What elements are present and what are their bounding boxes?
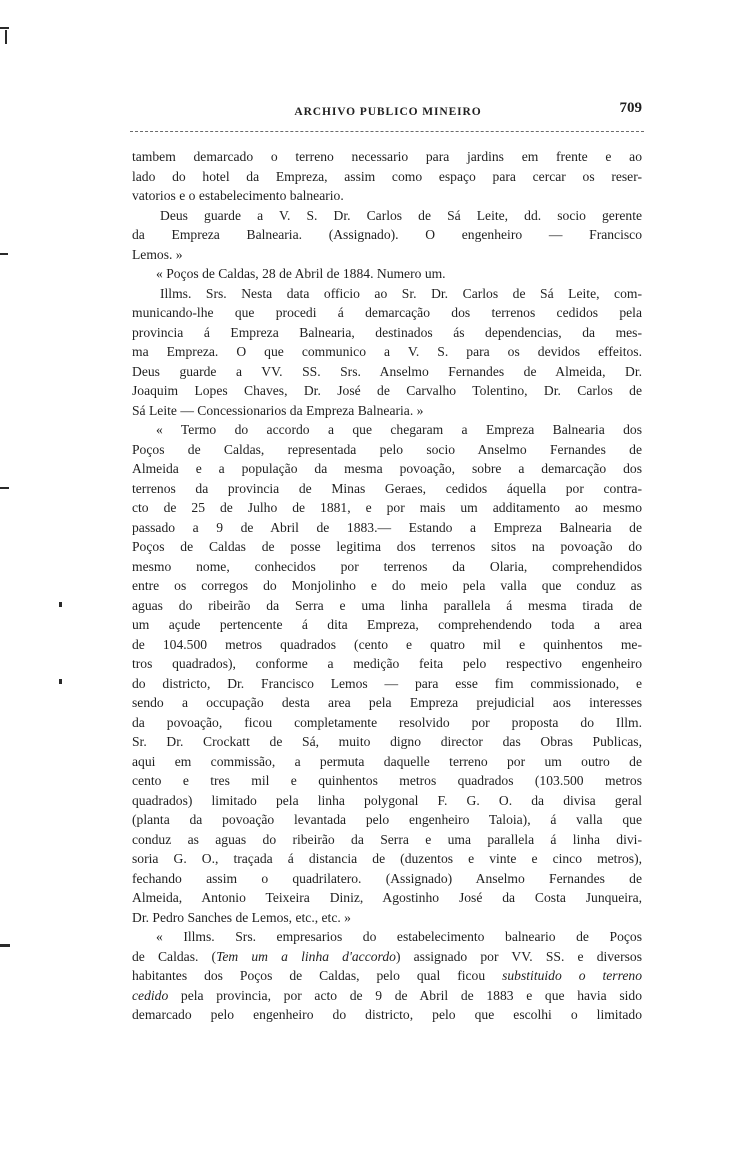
text-line: cto de 25 de Julho de 1881, e por mais um additamento ao mesmo [132,500,642,515]
text-line: Dr. Pedro Sanches de Lemos, etc., etc. » [132,909,351,925]
page-body [132,147,642,1025]
text-line: provincia á Empreza Balnearia, destinados ás dependencias, da mes- [132,324,642,340]
text-line: municando-lhe que procedi á demarcação dos terrenos cedidos pela [132,305,642,320]
text-line: entre os corregos do Monjolinho e do meio pela valla que conduz as [132,578,642,593]
text-line: sendo a occupação desta area pela Empreza prejudicial aos interesses [132,695,642,710]
text-line: « Illms. Srs. empresarios do estabelecimento balneario de Poços [156,929,642,944]
page-number: 709 [619,100,642,116]
text-line: Lemos. » [132,246,183,262]
text-line: Poços de Caldas de posse legitima dos terrenos sitos na povoação do [132,539,642,554]
scan-edge-mark [0,27,9,29]
running-title: ARCHIVO PUBLICO MINEIRO [294,106,482,118]
text-line: lado do hotel da Empreza, assim como espaço para cercar os reser- [132,168,642,184]
text-line: « Termo do accordo a que chegaram a Empreza Balnearia dos [156,422,642,437]
text-line: conduz as aguas do ribeirão da Serra e uma parallela á linha divi- [132,831,642,847]
text-line: de 104.500 metros quadrados (cento e quatro mil e quinhentos me- [132,636,642,652]
scan-margin-dot [59,679,62,684]
text-line: (planta da povoação levantada pelo engenheiro Taloia), á valla que [132,812,642,827]
scan-edge-mark [0,944,10,947]
text-line: soria G. O., traçada á distancia de (duzentos e vinte e cinco metros), [132,851,642,866]
text-line: Sá Leite — Concessionarios da Empreza Balnearia. » [132,402,424,418]
header-rule [130,131,644,132]
text-line: tros quadrados), conforme a medição feita pelo respectivo engenheiro [132,656,642,671]
text-line: um açude pertencente á dita Empreza, comprehendendo toda a area [132,617,642,632]
text-line: Illms. Srs. Nesta data officio ao Sr. Dr. Carlos de Sá Leite, com- [160,285,642,301]
text-line: Almeida, Antonio Teixeira Diniz, Agostinho José da Costa Junqueira, [132,890,642,905]
text-line: cento e tres mil e quinhentos metros quadrados (103.500 metros [132,773,642,788]
text-line: aguas do ribeirão da Serra e uma linha parallela á mesma tirada de [132,597,642,613]
text-line: Poços de Caldas, representada pelo socio Anselmo Fernandes de [132,441,642,457]
text-line: terrenos da provincia de Minas Geraes, cedidos áquella por contra- [132,480,642,496]
text-line: vatorios e o estabelecimento balneario. [132,188,344,203]
running-header [132,100,644,128]
text-line: tambem demarcado o terreno necessario para jardins em frente e ao [132,149,642,164]
text-line: « Poços de Caldas, 28 de Abril de 1884. Numero um. [156,266,446,281]
text-line: Sr. Dr. Crockatt de Sá, muito digno director das Obras Publicas, [132,734,642,749]
text-line: cedido pela provincia, por acto de 9 de Abril de 1883 e que havia sido [132,987,642,1003]
scan-edge-mark [0,253,8,255]
text-line: fechando assim o quadrilatero. (Assignado) Anselmo Fernandes de [132,870,642,886]
scan-edge-mark [0,487,9,489]
scan-edge-mark [5,30,7,44]
text-line: mesmo nome, conhecidos por terrenos da Olaria, comprehendidos [132,558,642,574]
text-line: demarcado pelo engenheiro do districto, pelo que escolhi o limitado [132,1007,642,1022]
text-line: ma Empreza. O que communico a V. S. para os devidos effeitos. [132,344,642,359]
text-line: aqui em commissão, a permuta daquelle terreno por um outro de [132,753,642,769]
text-line: habitantes dos Poços de Caldas, pelo qual ficou substituido o terreno [132,968,642,983]
text-line: da Empreza Balnearia. (Assignado). O engenheiro — Francisco [132,227,642,242]
text-line: passado a 9 de Abril de 1883.— Estando a Empreza Balnearia de [132,519,642,535]
text-line: Deus guarde a VV. SS. Srs. Anselmo Fernandes de Almeida, Dr. [132,363,642,379]
text-line: Joaquim Lopes Chaves, Dr. José de Carvalho Tolentino, Dr. Carlos de [132,383,642,398]
scan-margin-dot [59,602,62,607]
text-line: do districto, Dr. Francisco Lemos — para esse fim commissionado, e [132,675,642,691]
text-line: Deus guarde a V. S. Dr. Carlos de Sá Leite, dd. socio gerente [160,207,642,223]
text-line: da povoação, ficou completamente resolvido por proposta do Illm. [132,714,642,730]
text-line: de Caldas. (Tem um a linha d'accordo) assignado por VV. SS. e diversos [132,948,642,964]
text-line: quadrados) limitado pela linha polygonal F. G. O. da divisa geral [132,792,642,808]
text-line: Almeida e a população da mesma povoação, sobre a demarcação dos [132,461,642,476]
